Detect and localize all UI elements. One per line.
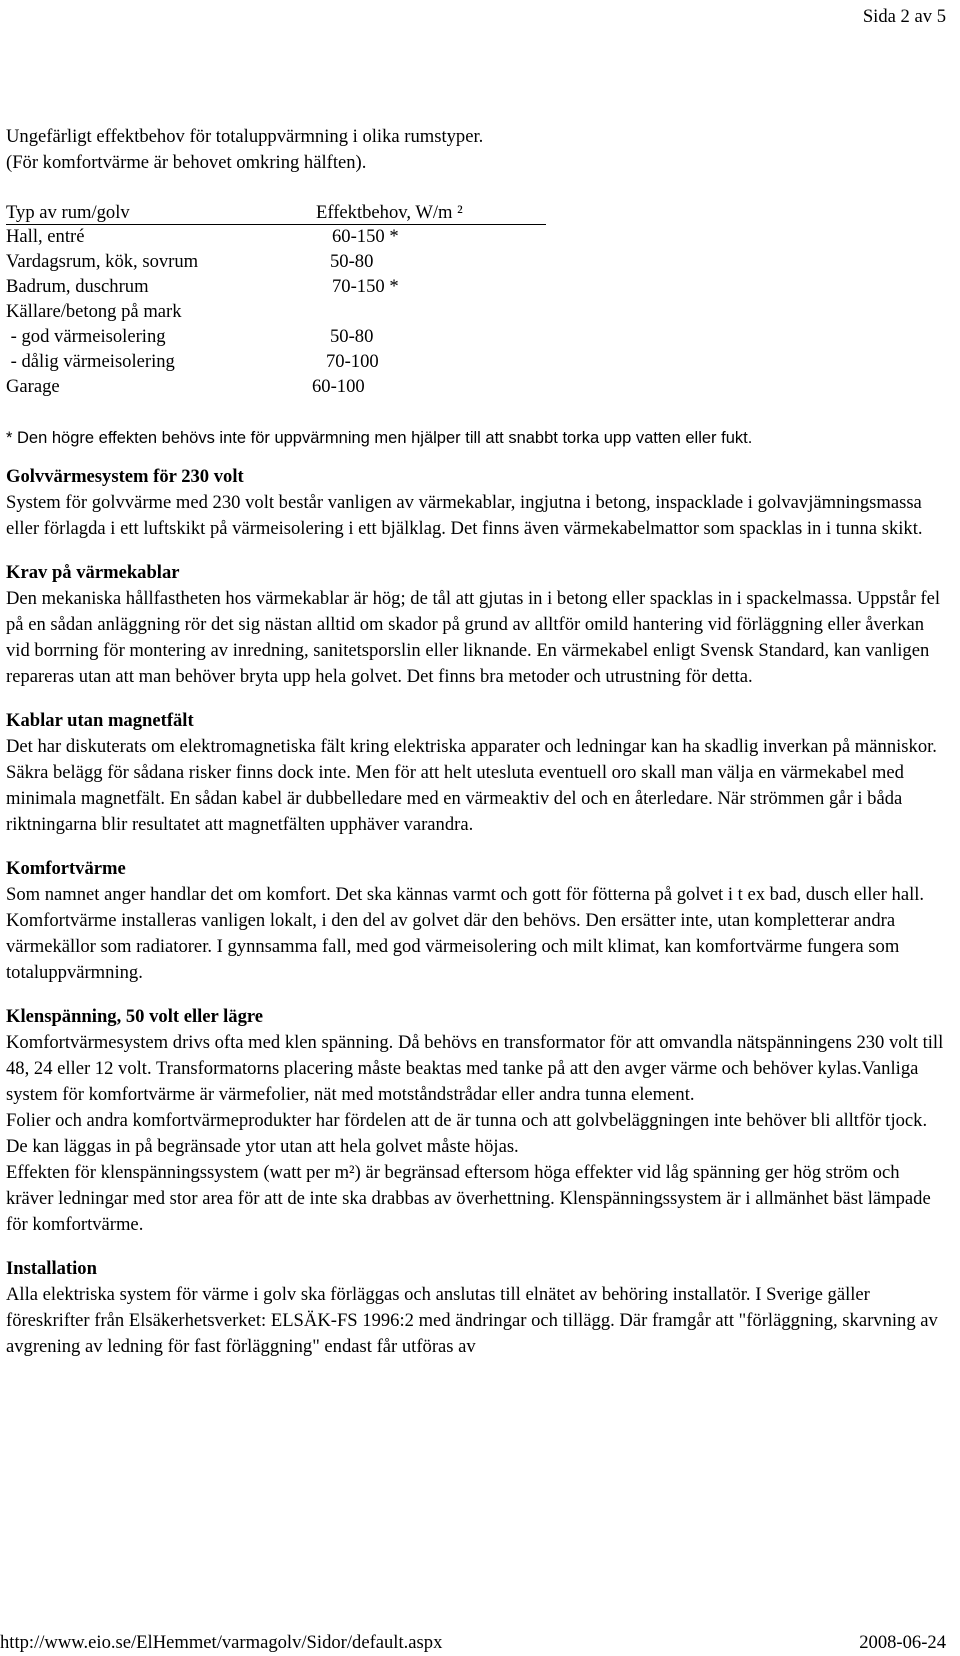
section-heading: Komfortvärme bbox=[6, 858, 126, 879]
section-paragraph: Alla elektriska system för värme i golv ska förläggas och anslutas till elnätet av behöring installatör. I Sverige gäller föreskrifter från Elsäkerhetsverket: ELSÄK-FS 1996:2 med ändringar och tillägg. Där framgår att "förläggning, skarvning av avgrening av ledning för fast förläggning" endast får utföras av bbox=[6, 1284, 938, 1357]
footer-date: 2008-06-24 bbox=[859, 1632, 946, 1653]
intro-line: (För komfortvärme är behovet omkring hälften). bbox=[6, 152, 367, 173]
section-klenspanning bbox=[6, 1004, 950, 1238]
table-header bbox=[6, 200, 546, 225]
value-cell: 50-80 bbox=[330, 326, 374, 347]
power-table bbox=[6, 200, 546, 400]
section-paragraph: Komfortvärmesystem drivs ofta med klen spänning. Då behövs en transformator för att omvandla nätspänningens 230 volt till 48, 24 eller 12 volt. Transformatorns placering måste beaktas med tanke på att den avger värme och behöver kylas.Vanliga system för komfortvärme är värmefolier, nät med motståndstrådar eller andra tunna element. bbox=[6, 1032, 944, 1105]
section-paragraph: Folier och andra komfortvärmeprodukter har fördelen att de är tunna och att golvbeläggningen inte behöver bli alltför tjock. De kan läggas in på begränsade ytor utan att hela golvet måste höjas. bbox=[6, 1110, 928, 1157]
page-footer bbox=[0, 1630, 946, 1654]
value-cell: 60-150 * bbox=[332, 226, 399, 247]
section-paragraph: Det har diskuterats om elektromagnetiska fält kring elektriska apparater och ledningar kan ha skadlig inverkan på människor. Säkra belägg för sådana risker finns dock inte. Men för att helt utesluta eventuell oro skall man välja en värmekabel med minimala magnetfält. En sådan kabel är dubbelledare med en värmeaktiv del och en återledare. När strömmen går i båda riktningarna blir resultatet att magnetfälten upphäver varandra. bbox=[6, 736, 937, 835]
section-paragraph: Som namnet anger handlar det om komfort. Det ska kännas varmt och gott för fötterna på golvet i t ex bad, dusch eller hall. Komfortvärme installeras vanligen lokalt, i den del av golvet där den behövs. Den ersätter inte, utan kompletterar andra värmekällor som radiatorer. I gynnsamma fall, med god värmeisolering och milt klimat, kan komfortvärme fungera som totaluppvärmning. bbox=[6, 884, 925, 983]
section-heading: Krav på värmekablar bbox=[6, 562, 180, 583]
section-paragraph: System för golvvärme med 230 volt består vanligen av värmekablar, ingjutna i betong, inspacklade i golvavjämningsmassa eller förlagda i ett luftskikt på värmeisolering i ett bjälklag. Det finns även värmekabelmattor som spacklas in i tunna skikt. bbox=[6, 492, 923, 539]
column-header-room: Typ av rum/golv bbox=[6, 202, 130, 223]
section-krav bbox=[6, 560, 950, 690]
room-cell: Vardagsrum, kök, sovrum bbox=[6, 251, 199, 272]
table-row bbox=[6, 375, 546, 400]
intro bbox=[6, 124, 950, 176]
room-cell: - dålig värmeisolering bbox=[6, 351, 175, 372]
section-heading: Kablar utan magnetfält bbox=[6, 710, 194, 731]
room-cell: Badrum, duschrum bbox=[6, 276, 149, 297]
footnote: * Den högre effekten behövs inte för uppvärmning men hjälper till att snabbt torka upp vatten eller fukt. bbox=[6, 429, 753, 447]
table-row bbox=[6, 300, 546, 325]
section-paragraph: Effekten för klenspänningssystem (watt per m²) är begränsad eftersom höga effekter vid låg spänning ger hög ström och kräver ledningar med stor area för att de inte ska drabbas av överhettning. Klenspänningssystem är i allmänhet bäst lämpade för komfortvärme. bbox=[6, 1162, 931, 1235]
table-row bbox=[6, 350, 546, 375]
intro-line: Ungefärligt effektbehov för totaluppvärmning i olika rumstyper. bbox=[6, 126, 484, 147]
section-magnetfalt bbox=[6, 708, 950, 838]
room-cell: Källare/betong på mark bbox=[6, 301, 182, 322]
column-header-effect: Effektbehov, W/m ² bbox=[316, 202, 463, 223]
section-heading: Golvvärmesystem för 230 volt bbox=[6, 466, 244, 487]
room-cell: Garage bbox=[6, 376, 60, 397]
table-row bbox=[6, 250, 546, 275]
section-heading: Installation bbox=[6, 1258, 97, 1279]
section-installation bbox=[6, 1256, 950, 1360]
footer-url[interactable]: http://www.eio.se/ElHemmet/varmagolv/Sidor/default.aspx bbox=[0, 1632, 443, 1653]
table-row bbox=[6, 325, 546, 350]
value-cell: 60-100 bbox=[312, 376, 365, 397]
page-number: Sida 2 av 5 bbox=[862, 6, 946, 27]
room-cell: - god värmeisolering bbox=[6, 326, 166, 347]
value-cell: 70-100 bbox=[326, 351, 379, 372]
room-cell: Hall, entré bbox=[6, 226, 85, 247]
value-cell: 50-80 bbox=[330, 251, 374, 272]
section-golvvarmesystem bbox=[6, 464, 950, 542]
table-row bbox=[6, 275, 546, 300]
value-cell: 70-150 * bbox=[332, 276, 399, 297]
section-heading: Klenspänning, 50 volt eller lägre bbox=[6, 1006, 264, 1027]
table-row bbox=[6, 225, 546, 250]
section-paragraph: Den mekaniska hållfastheten hos värmekablar är hög; de tål att gjutas in i betong eller spacklas in i spackelmassa. Uppstår fel på en sådan anläggning rör det sig nästan alltid om skador på grund av alltför omild hantering vid förläggning eller åverkan vid borrning för montering av inredning, sanitetsporslin eller liknande. En värmekabel enligt Svensk Standard, kan vanligen repareras utan att man behöver bryta upp hela golvet. Det finns bra metoder och utrustning för detta. bbox=[6, 588, 941, 687]
document-body bbox=[6, 124, 950, 1360]
section-komfortvarme bbox=[6, 856, 950, 986]
